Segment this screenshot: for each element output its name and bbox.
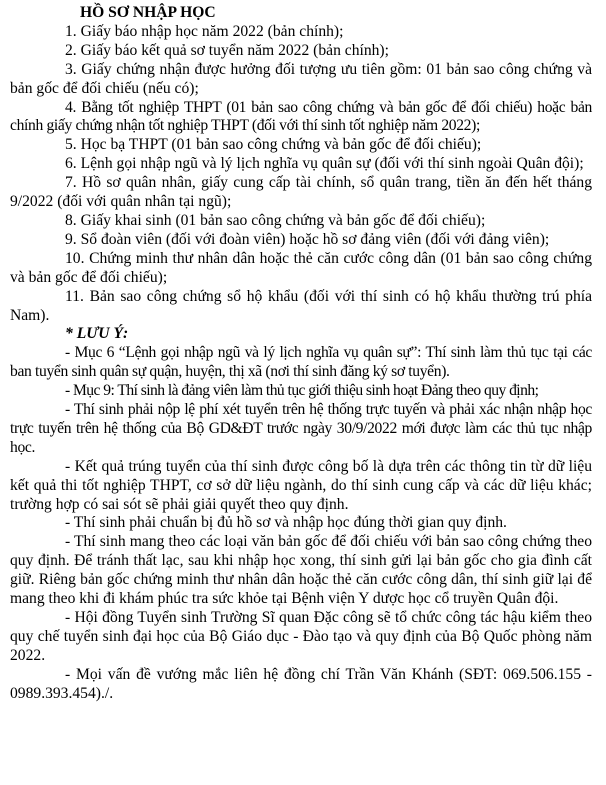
list-item: 8. Giấy khai sinh (01 bản sao công chứng và bản gốc để đối chiếu); <box>65 211 486 229</box>
list-item: 5. Học bạ THPT (01 bản sao công chứng và bản gốc để đối chiếu); <box>65 136 482 154</box>
list-item: 6. Lệnh gọi nhập ngũ và lý lịch nghĩa vụ quân sự (đối với thí sinh ngoài Quân đội); <box>65 155 584 173</box>
section-heading: HỒ SƠ NHẬP HỌC <box>80 4 216 21</box>
list-item: 10. Chứng minh thư nhân dân hoặc thẻ căn cước công dân (01 bản sao công chứng và bản gốc để đối chiếu); <box>10 249 592 286</box>
note-item: - Mọi vấn đề vướng mắc liên hệ đồng chí Trần Văn Khánh (SĐT: 069.506.155 - 0989.393.454)./. <box>10 665 592 702</box>
list-item: 7. Hồ sơ quân nhân, giấy cung cấp tài chính, sổ quân trang, tiền ăn đến hết tháng 9/2022 (đối với quân nhân tại ngũ); <box>10 174 592 211</box>
note-item: - Kết quả trúng tuyển của thí sinh được công bố là dựa trên các thông tin từ dữ liệu kết quả thi tốt nghiệp THPT, cơ sở dữ liệu ngành, do thí sinh cung cấp và các dữ liệu khác; trường hợp có sai sót sẽ phải giải quyết theo quy định. <box>10 457 592 513</box>
note-item: - Mục 6 “Lệnh gọi nhập ngũ và lý lịch nghĩa vụ quân sự”: Thí sinh làm thủ tục tại các ban tuyển sinh quân sự quận, huyện, thị xã (nơi thí sinh đăng ký sơ tuyển). <box>10 344 592 381</box>
list-item: 2. Giấy báo kết quả sơ tuyển năm 2022 (bản chính); <box>65 41 389 59</box>
notes-heading: * LƯU Ý: <box>65 325 129 343</box>
list-item: 1. Giấy báo nhập học năm 2022 (bản chính); <box>65 22 344 40</box>
note-item: - Thí sinh phải nộp lệ phí xét tuyển trên hệ thống trực tuyến và phải xác nhận nhập học trực tuyến trên hệ thống của Bộ GD&ĐT trước ngày 30/9/2022 mới được làm các thủ tục nhập học. <box>10 401 592 456</box>
note-item: - Thí sinh phải chuẩn bị đủ hồ sơ và nhập học đúng thời gian quy định. <box>65 514 507 532</box>
list-item: 4. Bằng tốt nghiệp THPT (01 bản sao công chứng và bản gốc để đối chiếu) hoặc bản chính giấy chứng nhận tốt nghiệp THPT (đối với thí sinh tốt nghiệp năm 2022); <box>10 98 592 135</box>
note-item: - Thí sinh mang theo các loại văn bản gốc để đối chiếu với bản sao công chứng theo quy định. Để tránh thất lạc, sau khi nhập học xong, thí sinh gửi lại bản gốc cho gia đình cất giữ. Riêng bản gốc chứng minh thư nhân dân hoặc thẻ căn cước công dân, thí sinh giữ lại để mang theo khi đi khám phúc tra sức khỏe tại Bệnh viện Y dược học cổ truyền Quân đội. <box>10 533 592 608</box>
note-item: - Hội đồng Tuyển sinh Trường Sĩ quan Đặc công sẽ tổ chức công tác hậu kiểm theo quy chế tuyển sinh đại học của Bộ Giáo dục - Đào tạo và quy định của Bộ Quốc phòng năm 2022. <box>10 609 592 664</box>
list-item: 3. Giấy chứng nhận được hưởng đối tượng ưu tiên gồm: 01 bản sao công chứng và bản gốc để đối chiếu (nếu có); <box>10 60 592 97</box>
note-item: - Mục 9: Thí sinh là đảng viên làm thủ tục giới thiệu sinh hoạt Đảng theo quy định; <box>65 382 539 400</box>
list-item: 11. Bản sao công chứng sổ hộ khẩu (đối với thí sinh có hộ khẩu thường trú phía Nam). <box>10 287 592 324</box>
list-item: 9. Sổ đoàn viên (đối với đoàn viên) hoặc hồ sơ đảng viên (đối với đảng viên); <box>65 230 550 248</box>
